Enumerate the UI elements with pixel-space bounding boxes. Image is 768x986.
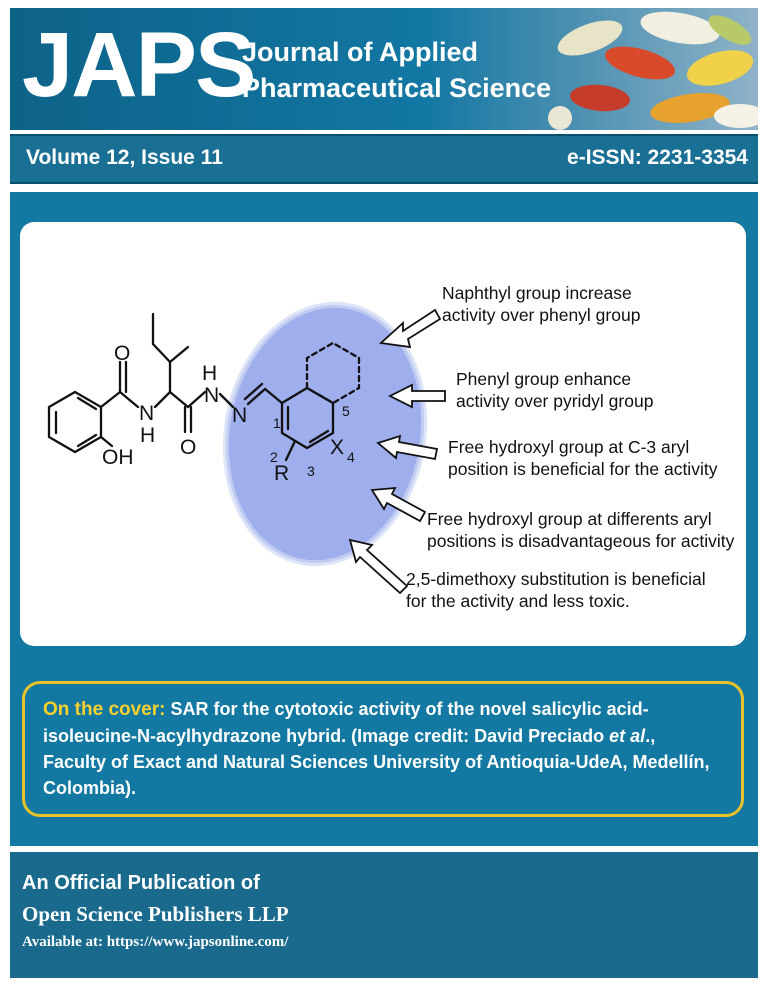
annotation-line: 2,5-dimethoxy substitution is beneficial (406, 569, 706, 589)
caption-text-2: ., Faculty of Exact and Natural Sciences University of Antioquia-UdeA, Medellín, Colombia). (43, 726, 710, 798)
caption-italic: et al (609, 726, 646, 746)
issue-bar (10, 134, 758, 184)
annotation-hydroxyl-positions (427, 508, 734, 552)
journal-header (10, 8, 758, 130)
volume-issue: Volume 12, Issue 11 (26, 146, 223, 169)
amide-h-label: H (140, 424, 156, 447)
annotation-line: for the activity and less toxic. (406, 591, 630, 611)
annotation-naphthyl (442, 282, 640, 326)
position-3-label: 3 (307, 463, 315, 479)
footer (10, 852, 758, 978)
position-5-label: 5 (342, 403, 350, 419)
annotation-line: Naphthyl group increase (442, 283, 632, 303)
cover-caption (22, 681, 744, 817)
journal-title-line1: Journal of Applied (242, 37, 478, 67)
hydrazide-h-label: H (202, 362, 218, 385)
footer-publisher: Open Science Publishers LLP (22, 902, 289, 926)
arrow-5 (350, 540, 407, 593)
annotation-line: Free hydroxyl group at C-3 aryl (448, 437, 690, 457)
annotation-dimethoxy (406, 568, 706, 612)
hydrazide-n-label: N (204, 384, 220, 407)
journal-title (242, 34, 551, 106)
cover-body (10, 192, 758, 846)
caption-label: On the cover: (43, 699, 166, 720)
position-4-label: 4 (347, 449, 355, 465)
footer-official: An Official Publication of (22, 872, 260, 894)
x-label: X (330, 436, 345, 459)
annotation-line: Free hydroxyl group at differents aryl (427, 509, 712, 529)
journal-title-line2: Pharmaceutical Science (242, 73, 552, 103)
amide-o-label: O (114, 342, 131, 365)
annotation-line: activity over pyridyl group (456, 391, 654, 411)
oh-label: OH (102, 446, 134, 469)
pills-photo (530, 8, 758, 130)
annotation-line: Phenyl group enhance (456, 369, 632, 389)
annotation-hydroxyl-c3 (448, 436, 717, 480)
caption-text-1: SAR for the cytotoxic activity of the novel salicylic acid-isoleucine-N-acylhydrazone hybrid. (Image credit: David Preciado (43, 699, 649, 746)
position-1-label: 1 (273, 415, 281, 431)
footer-website: Available at: https://www.japsonline.com/ (22, 934, 289, 950)
position-2-label: 2 (270, 449, 278, 465)
sar-figure (20, 222, 746, 646)
annotation-line: activity over phenyl group (442, 305, 641, 325)
imine-n-label: N (232, 404, 248, 427)
e-issn: e-ISSN: 2231-3354 (567, 146, 748, 169)
annotation-phenyl (456, 368, 653, 412)
carbonyl-o-label: O (180, 436, 197, 459)
annotation-line: positions is disadvantageous for activity (427, 531, 735, 551)
amide-n-label: N (139, 402, 155, 425)
annotation-line: position is beneficial for the activity (448, 459, 718, 479)
r-label: R (274, 462, 290, 485)
journal-logo: JAPS (22, 14, 255, 116)
